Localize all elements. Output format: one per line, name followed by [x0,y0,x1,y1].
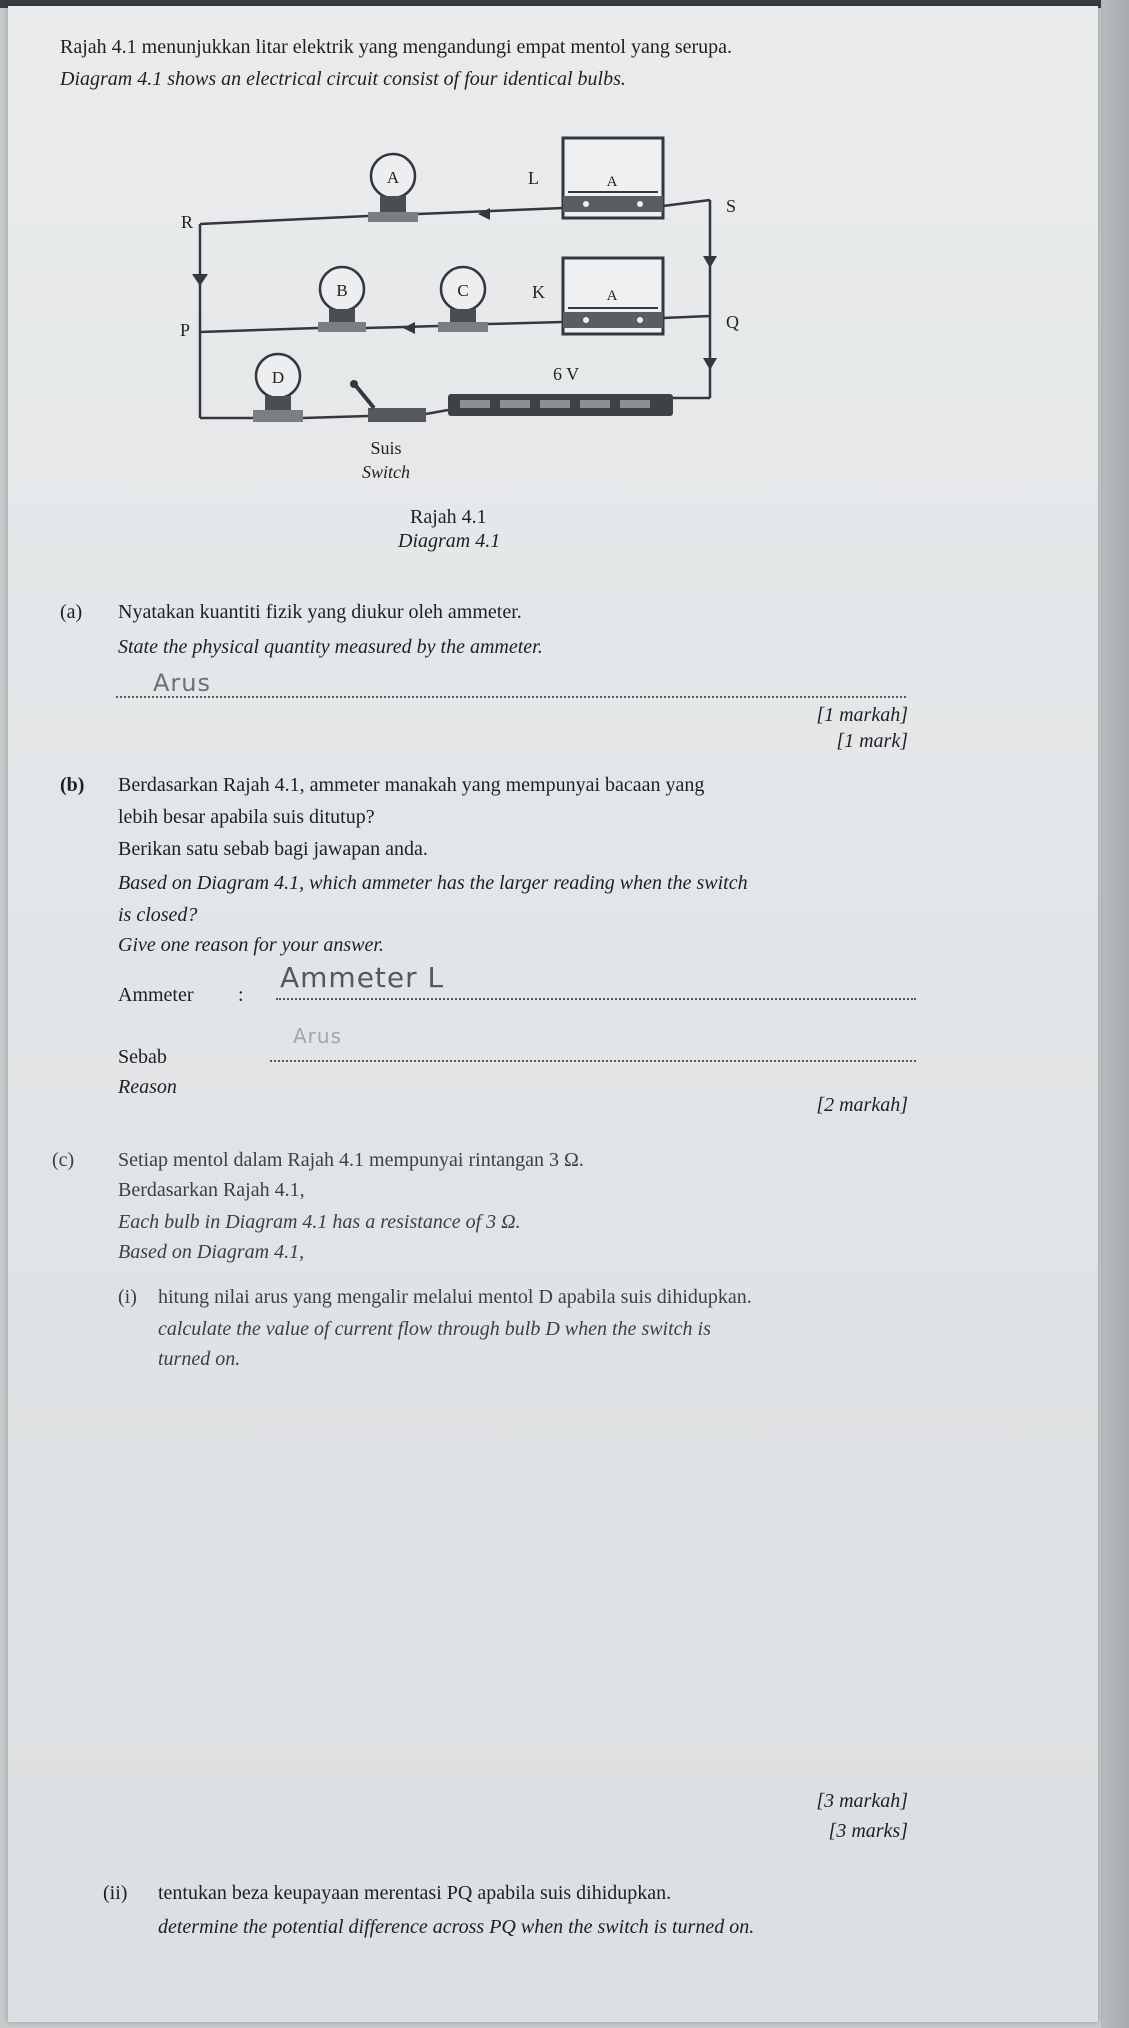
question-a-marks-bm: [1 markah] [816,704,908,726]
label-suis: Suis [370,438,402,458]
bulb-c-label: C [457,281,469,300]
label-l: L [528,168,539,188]
question-b-reason-label-bm: Sebab [118,1046,167,1068]
label-p: P [180,320,191,340]
bulb-a-label: A [386,168,400,187]
label-6v: 6 V [553,364,580,384]
ammeter-l-symbol: A [606,174,618,190]
question-b-number: (b) [60,774,85,796]
question-c-i-marks-bm: [3 markah] [816,1790,908,1812]
question-c-ii-number: (ii) [103,1882,128,1904]
question-a-text-en: State the physical quantity measured by the ammeter. [118,636,543,658]
question-b-ammeter-label: Ammeter [118,984,194,1006]
question-b-text-bm-3: Berikan satu sebab bagi jawapan anda. [118,838,428,860]
label-q: Q [726,312,739,332]
question-a-answer: Arus [153,669,211,697]
caption-en: Diagram 4.1 [398,530,501,552]
question-b-text-en-2: is closed? [118,904,198,926]
exam-sheet [8,6,1098,2022]
ammeter-k-symbol: A [606,288,618,304]
question-c-i-text-en-1: calculate the value of current flow through bulb D when the switch is [158,1318,711,1340]
question-b-reason-label-en: Reason [118,1076,177,1098]
question-b-text-en-1: Based on Diagram 4.1, which ammeter has the larger reading when the switch [118,872,748,894]
question-c-ii-text-en: determine the potential difference across PQ when the switch is turned on. [158,1916,755,1938]
question-c-text-en-1: Each bulb in Diagram 4.1 has a resistance of 3 Ω. [118,1211,521,1233]
label-k: K [532,282,545,302]
intro-text-bm: Rajah 4.1 menunjukkan litar elektrik yang mengandungi empat mentol yang serupa. [60,36,733,58]
question-c-block [8,6,1098,2022]
question-b-ammeter-colon: : [238,984,244,1006]
label-r: R [181,212,194,232]
question-b-text-bm-2: lebih besar apabila suis ditutup? [118,806,375,828]
label-switch: Switch [362,462,410,482]
bulb-d-label: D [271,368,285,387]
question-a-number: (a) [60,601,83,623]
question-c-text-en-2: Based on Diagram 4.1, [118,1241,305,1263]
bulb-b-label: B [336,281,348,300]
question-b-reason-answer: Arus [293,1024,342,1048]
intro-text-en: Diagram 4.1 shows an electrical circuit consist of four identical bulbs. [60,68,626,90]
question-b-ammeter-answer: Ammeter L [280,961,445,994]
question-c-text-bm-1: Setiap mentol dalam Rajah 4.1 mempunyai rintangan 3 Ω. [118,1149,584,1171]
caption-bm: Rajah 4.1 [410,506,487,528]
question-c-text-bm-2: Berdasarkan Rajah 4.1, [118,1179,305,1201]
question-a-text-bm: Nyatakan kuantiti fizik yang diukur oleh ammeter. [118,601,522,623]
question-a-marks-en: [1 mark] [836,730,908,752]
question-b-text-en-3: Give one reason for your answer. [118,934,384,956]
question-b-text-bm-1: Berdasarkan Rajah 4.1, ammeter manakah yang mempunyai bacaan yang [118,774,705,796]
label-s: S [726,196,737,216]
question-c-i-text-bm: hitung nilai arus yang mengalir melalui mentol D apabila suis dihidupkan. [158,1286,752,1308]
question-b-marks: [2 markah] [816,1094,908,1116]
question-c-ii-text-bm: tentukan beza keupayaan merentasi PQ apabila suis dihidupkan. [158,1882,672,1904]
desk-background [1101,0,1129,2028]
question-c-i-number: (i) [118,1286,137,1308]
question-c-i-marks-en: [3 marks] [828,1820,908,1842]
question-c-i-text-en-2: turned on. [158,1348,241,1370]
question-c-number: (c) [52,1149,75,1171]
